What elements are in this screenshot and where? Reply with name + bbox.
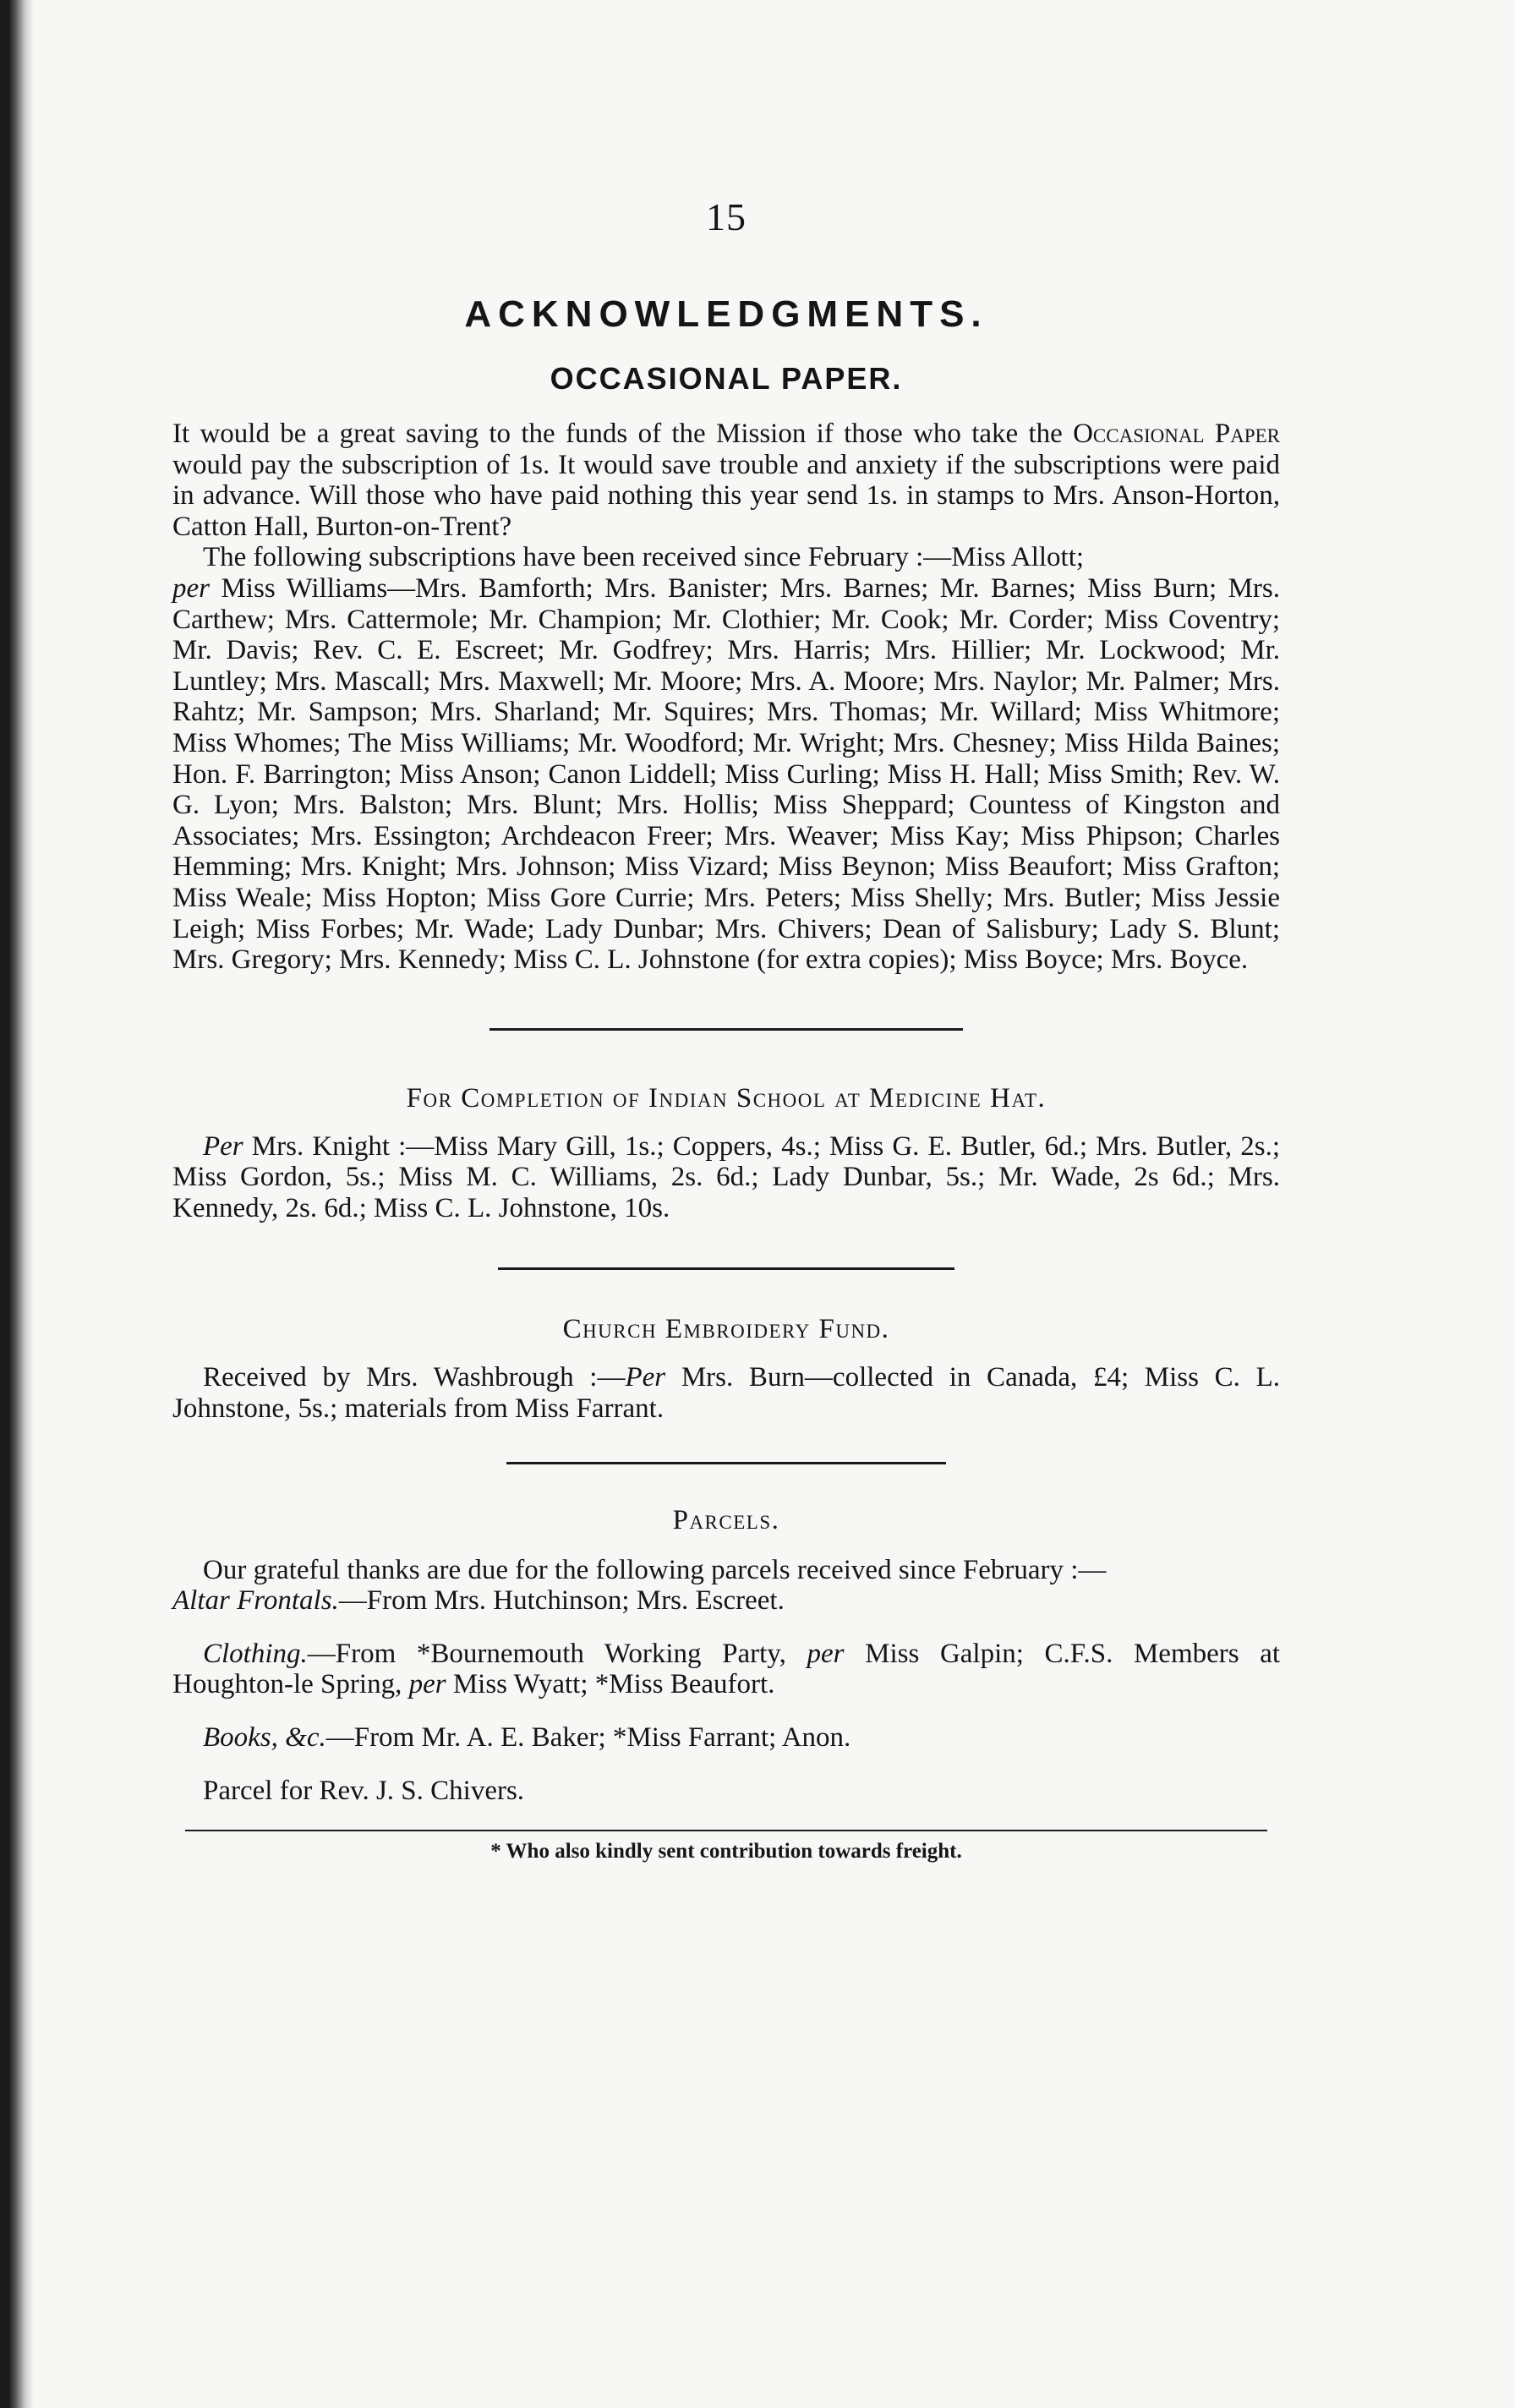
per-label: Per [625,1362,666,1393]
paragraph-text: It would be a great saving to the funds of the Mission if those who take the [172,419,1063,449]
parcels-chivers [172,1776,1280,1807]
footnote: * Who also kindly sent contribution towards freight. [490,1840,962,1863]
clothing-label: Clothing. [203,1638,308,1669]
per-label: per [172,572,210,604]
paragraph-text: Our grateful thanks are due for the following parcels received since February :— [203,1554,1107,1585]
paragraph-text: Received by Mrs. Washbrough :— [203,1362,626,1393]
section-heading-embroidery-fund: Church Embroidery Fund. [562,1314,890,1345]
section-title-occasional-paper: OCCASIONAL PAPER. [550,361,903,396]
parcels-books [172,1722,1280,1754]
paragraph-text: —From *Bournemouth Working Party, [307,1638,786,1669]
paragraph-text: Parcel for Rev. J. S. Chivers. [203,1775,525,1806]
page [172,169,1280,1863]
per-label: Per [203,1130,243,1162]
indian-school-paragraph [172,1131,1280,1224]
divider [490,1028,963,1031]
divider [506,1462,946,1464]
paragraph-text: —From Mr. A. E. Baker; *Miss Farrant; Anon. [325,1722,851,1754]
paragraph-text: —From Mrs. Hutchinson; Mrs. Escreet. [338,1585,785,1617]
section-heading-parcels: Parcels. [672,1504,780,1535]
page-number: 15 [706,195,747,238]
contribution-list: Mrs. Knight :—Miss Mary Gill, 1s.; Coppers, 4s.; Miss G. E. Butler, 6d.; Mrs. Butler, 2s.; Miss Gordon, 5s.; Miss M. C. Williams, 2s. 6d.; Lady Dunbar, 5s.; Mr. Wade, 2s 6d.; Mrs. Kennedy, 2s. 6d.; Miss C. L. Johnstone, 10s. [172,1130,1280,1223]
section-heading-indian-school: For Completion of Indian School at Medicine Hat. [406,1082,1047,1114]
paragraph-text: Miss Wyatt; *Miss Beaufort. [452,1669,775,1700]
occasional-paper-paragraph [172,419,1280,542]
paragraph-text: Mrs. Burn—collected in Canada, £4; Miss C. L. Johnstone, 5s.; materials from Miss Farrant. [172,1362,1281,1425]
subscriber-list: Miss Williams—Mrs. Bamforth; Mrs. Banister; Mrs. Barnes; Mr. Barnes; Miss Burn; Mrs. Carthew; Mrs. Cattermole; Mr. Champion; Mr. Clothier; Mr. Cook; Mr. Corder; Miss Coventry; Mr. Davis; Rev. C. E. Escreet; Mr. Godfrey; Mrs. Harris; Mrs. Hillier; Mr. Lockwood; Mr. Luntley; Mrs. Mascall; Mrs. Maxwell; Mr. Moore; Mrs. A. Moore; Mrs. Naylor; Mr. Palmer; Mrs. Rahtz; Mr. Sampson; Mrs. Sharland; Mr. Squires; Mrs. Thomas; Mr. Willard; Miss Whitmore; Miss Whomes; The Miss Williams; Mr. Woodford; Mr. Wright; Mrs. Chesney; Miss Hilda Baines; Hon. F. Barrington; Miss Anson; Canon Liddell; Miss Curling; Miss H. Hall; Miss Smith; Rev. W. G. Lyon; Mrs. Balston; Mrs. Blunt; Mrs. Hollis; Miss Sheppard; Countess of Kingston and Associates; Mrs. Essington; Archdeacon Freer; Mrs. Weaver; Miss Kay; Miss Phipson; Charles Hemming; Mrs. Knight; Mrs. Johnson; Miss Vizard; Miss Beynon; Miss Beaufort; Miss Grafton; Miss Weale; Miss Hopton; Miss Gore Currie; Mrs. Peters; Miss Shelly; Mrs. Butler; Miss Jessie Leigh; Miss Forbes; Mr. Wade; Lady Dunbar; Mrs. Chivers; Dean of Salisbury; Lady S. Blunt; Mrs. Gregory; Mrs. Kennedy; Miss C. L. Johnstone (for extra copies); Miss Boyce; Mrs. Boyce. [172,572,1281,976]
paragraph-text: would pay the subscription of 1s. It would save trouble and anxiety if the subscriptions were paid in advance. Will those who have paid nothing this year send 1s. in stamps to Mrs. Anson-Horton, Catton Hall, Burton-on-Trent? [172,449,1280,542]
parcels-intro [172,1555,1280,1617]
divider [498,1267,954,1270]
paragraph-text: The following subscriptions have been received since February :—Miss Allott; [203,542,1085,573]
embroidery-paragraph [172,1362,1280,1424]
altar-frontals-label: Altar Frontals. [172,1585,339,1617]
footnote-rule [185,1830,1267,1831]
per-label: per [807,1638,845,1669]
scan-binding-edge [0,0,34,2408]
parcels-clothing [172,1639,1280,1700]
per-label: per [408,1669,446,1700]
books-label: Books, &c. [203,1722,326,1754]
page-title: ACKNOWLEDGMENTS. [464,293,988,335]
publication-name: Occasional Paper [1073,419,1280,449]
paragraph-text: Miss Galpin; C.F.S. Members at Houghton-le Spring, [172,1638,1281,1700]
subscriptions-paragraph [172,542,1280,975]
